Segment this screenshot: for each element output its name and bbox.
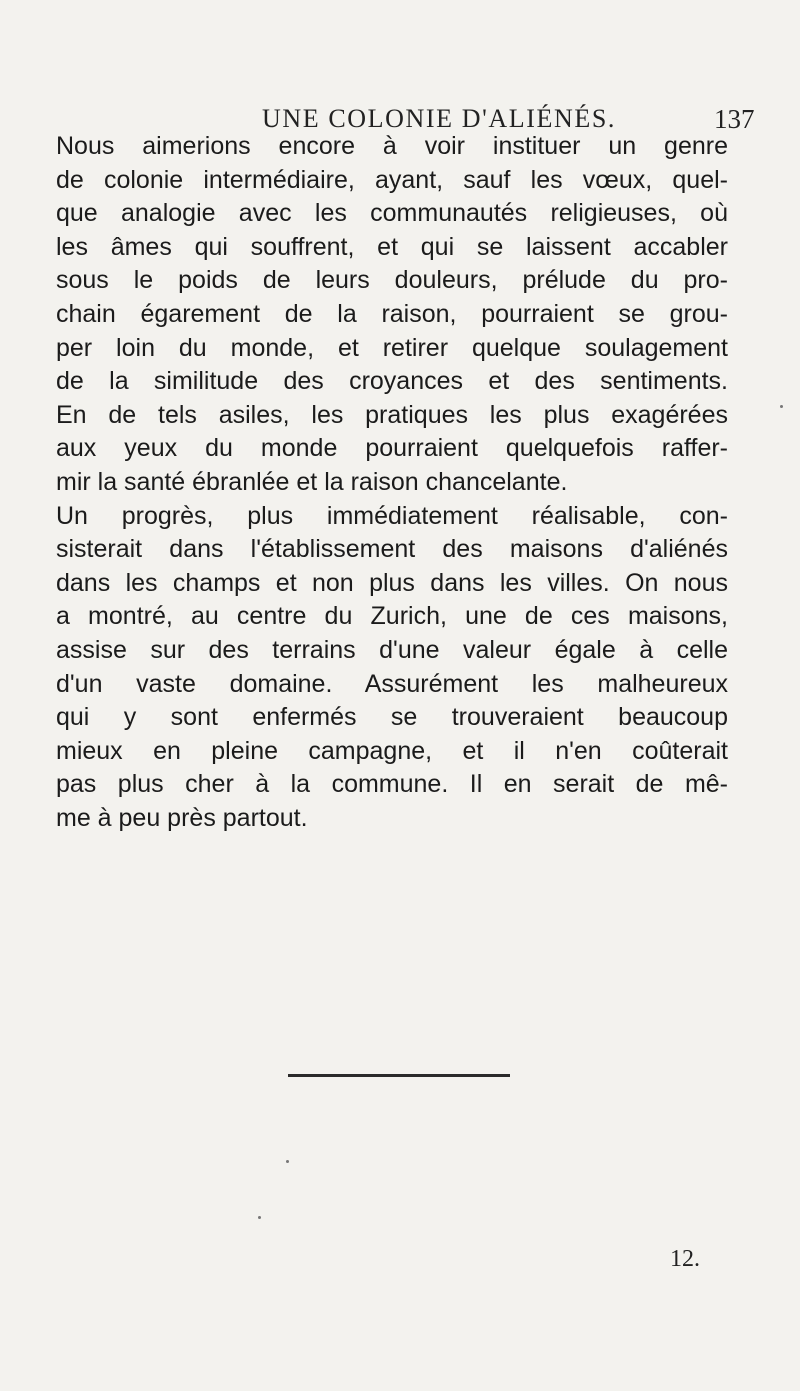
text-line: sous le poids de leurs douleurs, prélude du pro- [56, 266, 728, 295]
text-line: dans les champs et non plus dans les villes. On nous [56, 568, 728, 597]
body-paragraph [56, 130, 728, 835]
text-line: Un progrès, plus immédiatement réalisable, con- [56, 501, 728, 530]
text-line: de la similitude des croyances et des sentiments. [56, 367, 728, 396]
text-line: qui y sont enfermés se trouveraient beaucoup [56, 703, 728, 732]
paper-speck [780, 405, 783, 408]
page-number: 137 [714, 104, 755, 134]
text-line: Nous aimerions encore à voir instituer un genre [56, 132, 728, 160]
text-line: mieux en pleine campagne, et il n'en coûterait [56, 736, 728, 765]
text-line: assise sur des terrains d'une valeur égale à celle [56, 635, 728, 664]
text-line: chain égarement de la raison, pourraient se grou- [56, 299, 728, 328]
text-line: per loin du monde, et retirer quelque soulagement [56, 333, 728, 362]
paper-speck [286, 1160, 289, 1163]
text-line: aux yeux du monde pourraient quelquefois raffer- [56, 434, 728, 463]
text-line: me à peu près partout. [56, 803, 308, 832]
text-line: mir la santé ébranlée et la raison chancelante. [56, 467, 568, 496]
text-line: de colonie intermédiaire, ayant, sauf les vœux, quel- [56, 165, 728, 194]
text-line: les âmes qui souffrent, et qui se laissent accabler [56, 232, 728, 261]
text-line: que analogie avec les communautés religieuses, où [56, 199, 728, 228]
section-rule [288, 1074, 510, 1077]
running-title: UNE COLONIE D'ALIÉNÉS. [262, 104, 617, 133]
paper-speck [258, 1216, 261, 1219]
text-line: a montré, au centre du Zurich, une de ces maisons, [56, 602, 728, 631]
signature-mark: 12. [670, 1246, 700, 1272]
text-line: pas plus cher à la commune. Il en serait de mê- [56, 770, 728, 799]
text-line: d'un vaste domaine. Assurément les malheureux [56, 669, 728, 698]
text-line: sisterait dans l'établissement des maisons d'aliénés [56, 535, 728, 564]
text-line: En de tels asiles, les pratiques les plus exagérées [56, 400, 728, 429]
